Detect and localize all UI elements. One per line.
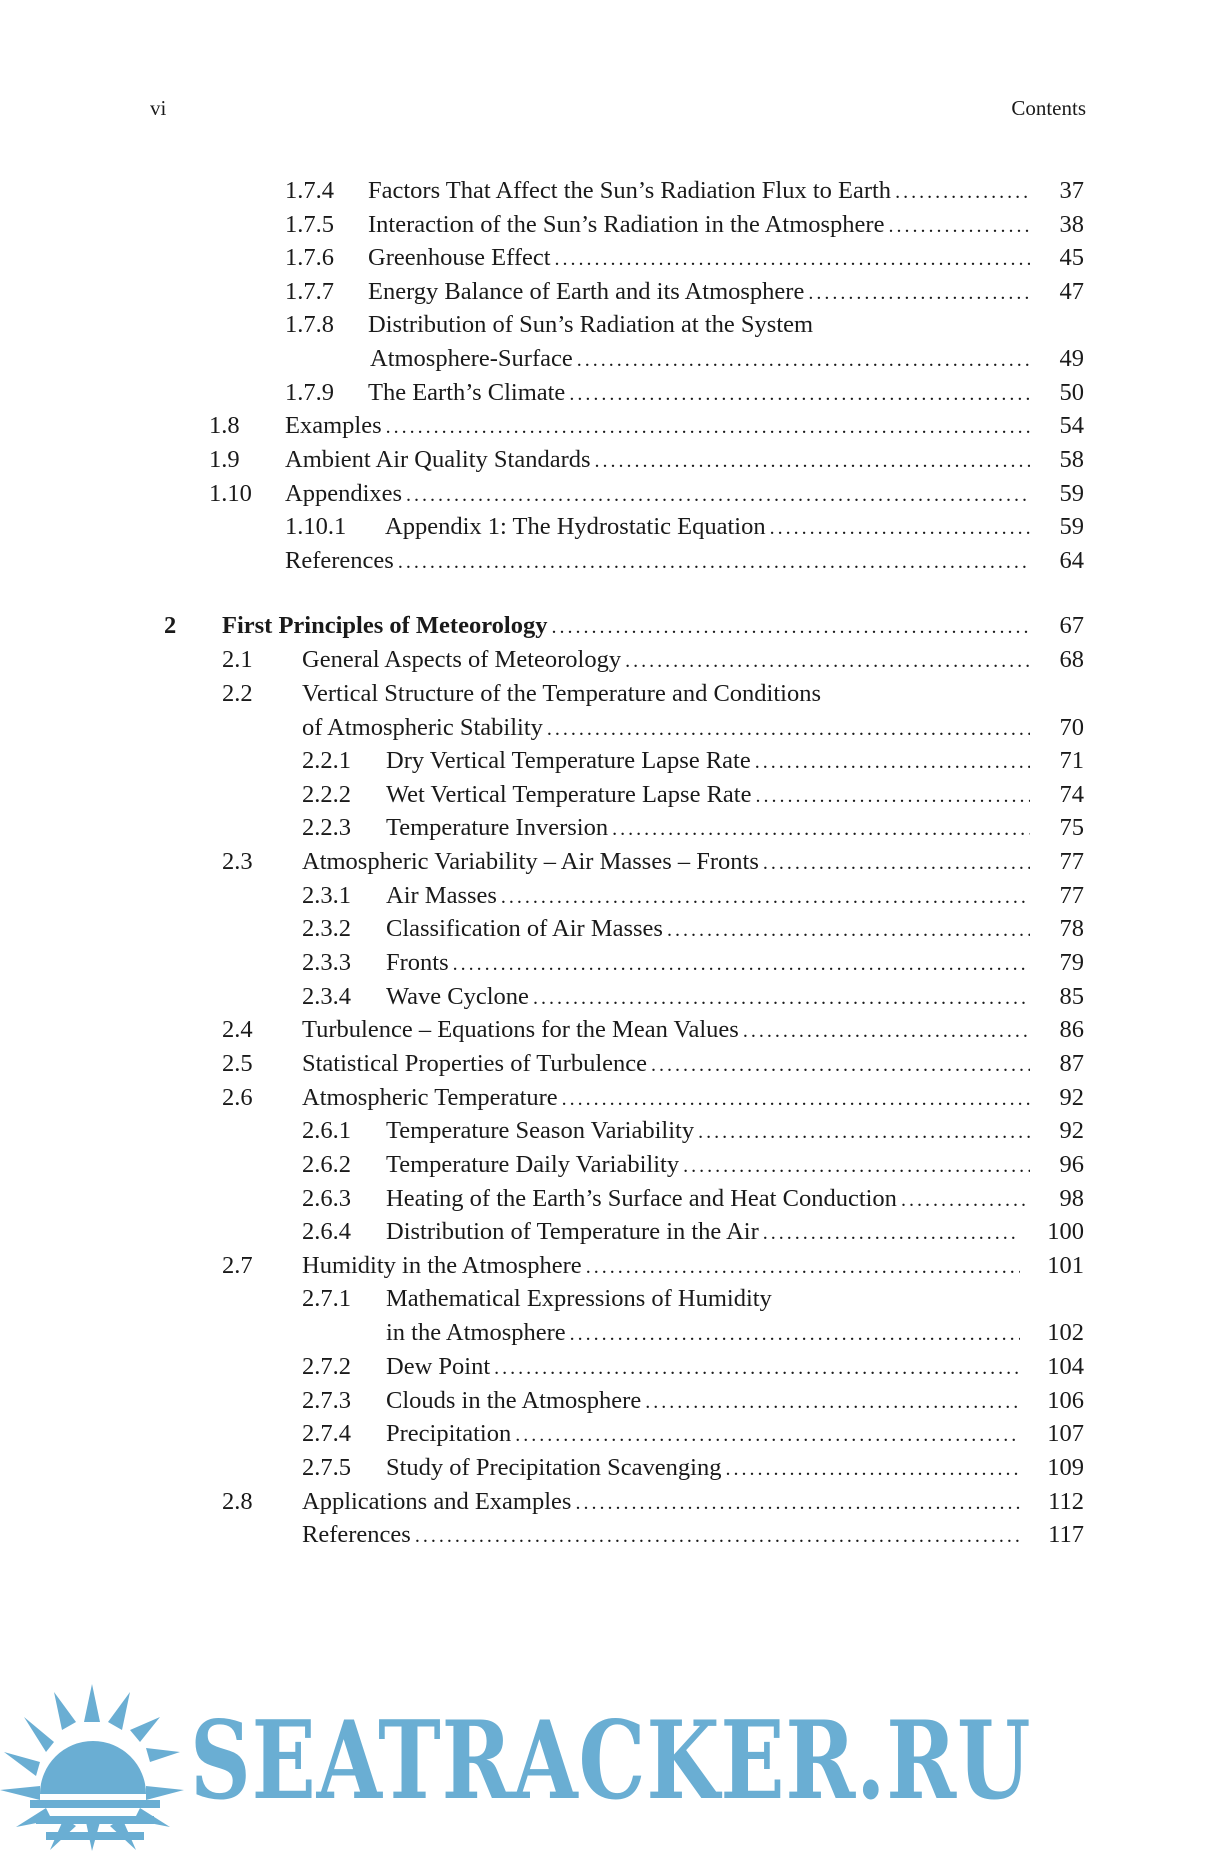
toc-entry-2-2-1[interactable] [0, 746, 1221, 776]
dot-leader [582, 1252, 1020, 1282]
toc-entry-title: Turbulence – Equations for the Mean Values [302, 1016, 739, 1043]
toc-entry-title: Wave Cyclone [386, 983, 529, 1010]
toc-entry-number: 2.7.2 [302, 1353, 351, 1380]
toc-entry-page: 64 [1059, 547, 1084, 574]
dot-leader [529, 983, 1030, 1013]
toc-entry-page: 47 [1059, 278, 1084, 305]
toc-entry-title: Study of Precipitation Scavenging [386, 1454, 722, 1481]
toc-entry-2-3-1[interactable] [0, 881, 1221, 911]
dot-leader [759, 1218, 1020, 1248]
toc-entry-number: 2.2.1 [302, 747, 351, 774]
toc-entry-page: 87 [1059, 1050, 1084, 1077]
toc-entry-title: Fronts [386, 949, 449, 976]
dot-leader [891, 177, 1030, 207]
toc-entry-title: References [285, 547, 394, 574]
dot-leader [558, 1084, 1030, 1114]
toc-entry-1-7-8[interactable] [0, 310, 1221, 340]
toc-entry-2-2[interactable] [0, 679, 1221, 709]
toc-entry-title: in the Atmosphere [386, 1319, 566, 1346]
toc-entry-title: Humidity in the Atmosphere [302, 1252, 582, 1279]
toc-entry-number: 2.2.3 [302, 814, 351, 841]
toc-entry-page: 86 [1059, 1016, 1084, 1043]
toc-entry-page: 70 [1059, 714, 1084, 741]
toc-entry-page: 58 [1059, 446, 1084, 473]
toc-entry-number: 2.3.3 [302, 949, 351, 976]
toc-entry[interactable] [0, 546, 1221, 576]
toc-entry-page: 45 [1059, 244, 1084, 271]
toc-entry-number: 1.7.7 [285, 278, 334, 305]
toc-entry-number: 2.6.1 [302, 1117, 351, 1144]
toc-entry-2-7-4[interactable] [0, 1419, 1221, 1449]
toc-entry-2-1[interactable] [0, 645, 1221, 675]
toc-entry-1-10-1[interactable] [0, 512, 1221, 542]
toc-entry-title: Temperature Daily Variability [386, 1151, 680, 1178]
dot-leader [573, 345, 1030, 375]
toc-entry-page: 92 [1059, 1117, 1084, 1144]
toc-entry-number: 1.9 [209, 446, 240, 473]
dot-leader [411, 1521, 1020, 1551]
toc-entry-1-7-7[interactable] [0, 277, 1221, 307]
toc-entry-title: The Earth’s Climate [368, 379, 566, 406]
dot-leader [679, 1151, 1030, 1181]
toc-entry-page: 37 [1059, 177, 1084, 204]
toc-entry[interactable] [0, 1318, 1221, 1348]
toc-entry-number: 1.7.4 [285, 177, 334, 204]
toc-entry-page: 85 [1059, 983, 1084, 1010]
toc-entry-number: 1.7.5 [285, 211, 334, 238]
toc-entry-2-2-2[interactable] [0, 780, 1221, 810]
dot-leader [402, 480, 1030, 510]
toc-entry-number: 2.7.5 [302, 1454, 351, 1481]
toc-entry-title: Temperature Season Variability [386, 1117, 695, 1144]
toc-entry-number: 1.10 [209, 480, 252, 507]
dot-leader [766, 513, 1030, 543]
toc-entry-title: Statistical Properties of Turbulence [302, 1050, 647, 1077]
dot-leader [751, 747, 1030, 777]
dot-leader [565, 379, 1030, 409]
toc-entry-page: 71 [1059, 747, 1084, 774]
dot-leader [884, 211, 1030, 241]
dot-leader [566, 1319, 1020, 1349]
watermark-text: SEATRACKER.RU [190, 1698, 1032, 1824]
toc-entry-title: Interaction of the Sun’s Radiation in the Atmosphere [368, 211, 885, 238]
dot-leader [897, 1185, 1030, 1215]
toc-entry-page: 98 [1059, 1185, 1084, 1212]
toc-entry-number: 2.6.4 [302, 1218, 351, 1245]
dot-leader [543, 714, 1030, 744]
toc-entry-number: 1.8 [209, 412, 240, 439]
toc-entry-page: 78 [1059, 915, 1084, 942]
toc-entry[interactable] [0, 713, 1221, 743]
toc-entry-title: Examples [285, 412, 382, 439]
toc-entry-page: 107 [1047, 1420, 1084, 1447]
dot-leader [547, 612, 1030, 642]
toc-entry-page: 38 [1059, 211, 1084, 238]
toc-entry-1-10[interactable] [0, 479, 1221, 509]
toc-entry-2-6-4[interactable] [0, 1217, 1221, 1247]
toc-entry-2-6-1[interactable] [0, 1116, 1221, 1146]
toc-entry-page: 67 [1059, 612, 1084, 639]
toc-entry-page: 101 [1047, 1252, 1084, 1279]
toc-entry-2-3-3[interactable] [0, 948, 1221, 978]
toc-entry-title: Vertical Structure of the Temperature and Conditions [302, 680, 821, 707]
toc-entry-page: 92 [1059, 1084, 1084, 1111]
toc-entry-title: Mathematical Expressions of Humidity [386, 1285, 772, 1312]
dot-leader [721, 1454, 1020, 1484]
toc-entry-number: 2.4 [222, 1016, 253, 1043]
dot-leader [739, 1016, 1030, 1046]
toc-entry-title: First Principles of Meteorology [222, 612, 548, 639]
toc-entry-title: Atmospheric Variability – Air Masses – Fronts [302, 848, 759, 875]
toc-entry-page: 117 [1048, 1521, 1084, 1548]
toc-entry-2[interactable] [0, 611, 1221, 641]
toc-entry-title: Atmospheric Temperature [302, 1084, 558, 1111]
toc-entry-1-7-4[interactable] [0, 176, 1221, 206]
toc-entry-number: 2.8 [222, 1488, 253, 1515]
toc-entry-2-7-2[interactable] [0, 1352, 1221, 1382]
dot-leader [647, 1050, 1030, 1080]
toc-entry-title: Distribution of Temperature in the Air [386, 1218, 759, 1245]
toc-entry-2-4[interactable] [0, 1015, 1221, 1045]
toc-entry-title: References [302, 1521, 411, 1548]
toc-entry-2-7-1[interactable] [0, 1284, 1221, 1314]
toc-entry-title: Clouds in the Atmosphere [386, 1387, 642, 1414]
dot-leader [551, 244, 1030, 274]
toc-entry-1-9[interactable] [0, 445, 1221, 475]
toc-entry-page: 59 [1059, 513, 1084, 540]
toc-entry-title: Precipitation [386, 1420, 512, 1447]
toc-entry-1-8[interactable] [0, 411, 1221, 441]
dot-leader [449, 949, 1030, 979]
toc-entry-title: General Aspects of Meteorology [302, 646, 622, 673]
dot-leader [751, 781, 1030, 811]
toc-entry-page: 109 [1047, 1454, 1084, 1481]
toc-entry-page: 50 [1059, 379, 1084, 406]
toc-entry-title: of Atmospheric Stability [302, 714, 543, 741]
dot-leader [759, 848, 1030, 878]
toc-entry-title: Appendixes [285, 480, 403, 507]
toc-entry-2-5[interactable] [0, 1049, 1221, 1079]
watermark [0, 1682, 1221, 1851]
toc-entry-2-2-3[interactable] [0, 813, 1221, 843]
toc-entry-title: Dry Vertical Temperature Lapse Rate [386, 747, 751, 774]
toc-entry-number: 2.1 [222, 646, 253, 673]
toc-entry-title: Applications and Examples [302, 1488, 572, 1515]
toc-entry-title: Ambient Air Quality Standards [285, 446, 591, 473]
toc-entry-number: 2.2 [222, 680, 253, 707]
toc-entry-2-7-5[interactable] [0, 1453, 1221, 1483]
toc-entry-title: Appendix 1: The Hydrostatic Equation [385, 513, 766, 540]
toc-entry-page: 77 [1059, 882, 1084, 909]
dot-leader [621, 646, 1030, 676]
toc-entry-title: Energy Balance of Earth and its Atmosphere [368, 278, 805, 305]
toc-entry-page: 59 [1059, 480, 1084, 507]
toc-entry-2-7-3[interactable] [0, 1386, 1221, 1416]
toc-entry[interactable] [0, 1520, 1221, 1550]
dot-leader [497, 882, 1030, 912]
toc-entry-number: 2.7 [222, 1252, 253, 1279]
toc-entry-number: 2.6.3 [302, 1185, 351, 1212]
toc-entry-number: 2.7.4 [302, 1420, 351, 1447]
toc-entry-2-6-3[interactable] [0, 1184, 1221, 1214]
running-title: Contents [1011, 96, 1086, 120]
toc-entry[interactable] [0, 344, 1221, 374]
toc-entry-page: 68 [1059, 646, 1084, 673]
toc-entry-1-7-6[interactable] [0, 243, 1221, 273]
toc-entry-title: Atmosphere-Surface [370, 345, 573, 372]
toc-entry-number: 2.3 [222, 848, 253, 875]
toc-entry-1-7-9[interactable] [0, 378, 1221, 408]
toc-entry-number: 1.7.9 [285, 379, 334, 406]
dot-leader [663, 915, 1030, 945]
sun-logo-icon [0, 1682, 200, 1851]
dot-leader [694, 1117, 1030, 1147]
toc-entry-page: 106 [1047, 1387, 1084, 1414]
toc-entry-number: 2.3.4 [302, 983, 351, 1010]
toc-entry-page: 49 [1059, 345, 1084, 372]
page-number: vi [150, 96, 167, 120]
toc-entry-2-8[interactable] [0, 1487, 1221, 1517]
toc-entry-2-7[interactable] [0, 1251, 1221, 1281]
toc-entry-title: Wet Vertical Temperature Lapse Rate [386, 781, 752, 808]
toc-entry-page: 54 [1059, 412, 1084, 439]
toc-entry-2-3[interactable] [0, 847, 1221, 877]
toc-entry-number: 1.7.8 [285, 311, 334, 338]
toc-entry-number: 2.6.2 [302, 1151, 351, 1178]
dot-leader [591, 446, 1030, 476]
toc-entry-number: 1.7.6 [285, 244, 334, 271]
dot-leader [511, 1420, 1020, 1450]
toc-entry-title: Temperature Inversion [386, 814, 609, 841]
toc-entry-title: Distribution of Sun’s Radiation at the System [368, 311, 814, 338]
toc-entry-number: 1.10.1 [285, 513, 347, 540]
toc-entry-page: 100 [1047, 1218, 1084, 1245]
toc-entry-page: 74 [1059, 781, 1084, 808]
toc-entry-2-3-4[interactable] [0, 982, 1221, 1012]
toc-entry-title: Heating of the Earth’s Surface and Heat Conduction [386, 1185, 897, 1212]
toc-entry-page: 104 [1047, 1353, 1084, 1380]
toc-entry-title: Greenhouse Effect [368, 244, 551, 271]
dot-leader [608, 814, 1030, 844]
dot-leader [382, 412, 1030, 442]
toc-entry-page: 79 [1059, 949, 1084, 976]
toc-entry-2-6[interactable] [0, 1083, 1221, 1113]
toc-entry-title: Classification of Air Masses [386, 915, 663, 942]
toc-entry-page: 96 [1059, 1151, 1084, 1178]
toc-entry-number: 2.6 [222, 1084, 253, 1111]
dot-leader [804, 278, 1030, 308]
toc-entry-number: 2.5 [222, 1050, 253, 1077]
toc-entry-page: 77 [1059, 848, 1084, 875]
toc-entry-2-3-2[interactable] [0, 914, 1221, 944]
toc-entry-number: 2 [164, 612, 177, 639]
toc-entry-number: 2.2.2 [302, 781, 351, 808]
toc-entry-1-7-5[interactable] [0, 210, 1221, 240]
toc-entry-title: Dew Point [386, 1353, 491, 1380]
toc-entry-page: 112 [1048, 1488, 1084, 1515]
toc-entry-number: 2.7.1 [302, 1285, 351, 1312]
toc-entry-title: Air Masses [386, 882, 497, 909]
dot-leader [394, 547, 1030, 577]
dot-leader [490, 1353, 1020, 1383]
toc-entry-2-6-2[interactable] [0, 1150, 1221, 1180]
toc-entry-number: 2.3.2 [302, 915, 351, 942]
toc-entry-title: Factors That Affect the Sun’s Radiation Flux to Earth [368, 177, 892, 204]
dot-leader [641, 1387, 1020, 1417]
toc-entry-page: 102 [1047, 1319, 1084, 1346]
toc-entry-page: 75 [1059, 814, 1084, 841]
toc-entry-number: 2.7.3 [302, 1387, 351, 1414]
toc-entry-number: 2.3.1 [302, 882, 351, 909]
dot-leader [571, 1488, 1020, 1518]
